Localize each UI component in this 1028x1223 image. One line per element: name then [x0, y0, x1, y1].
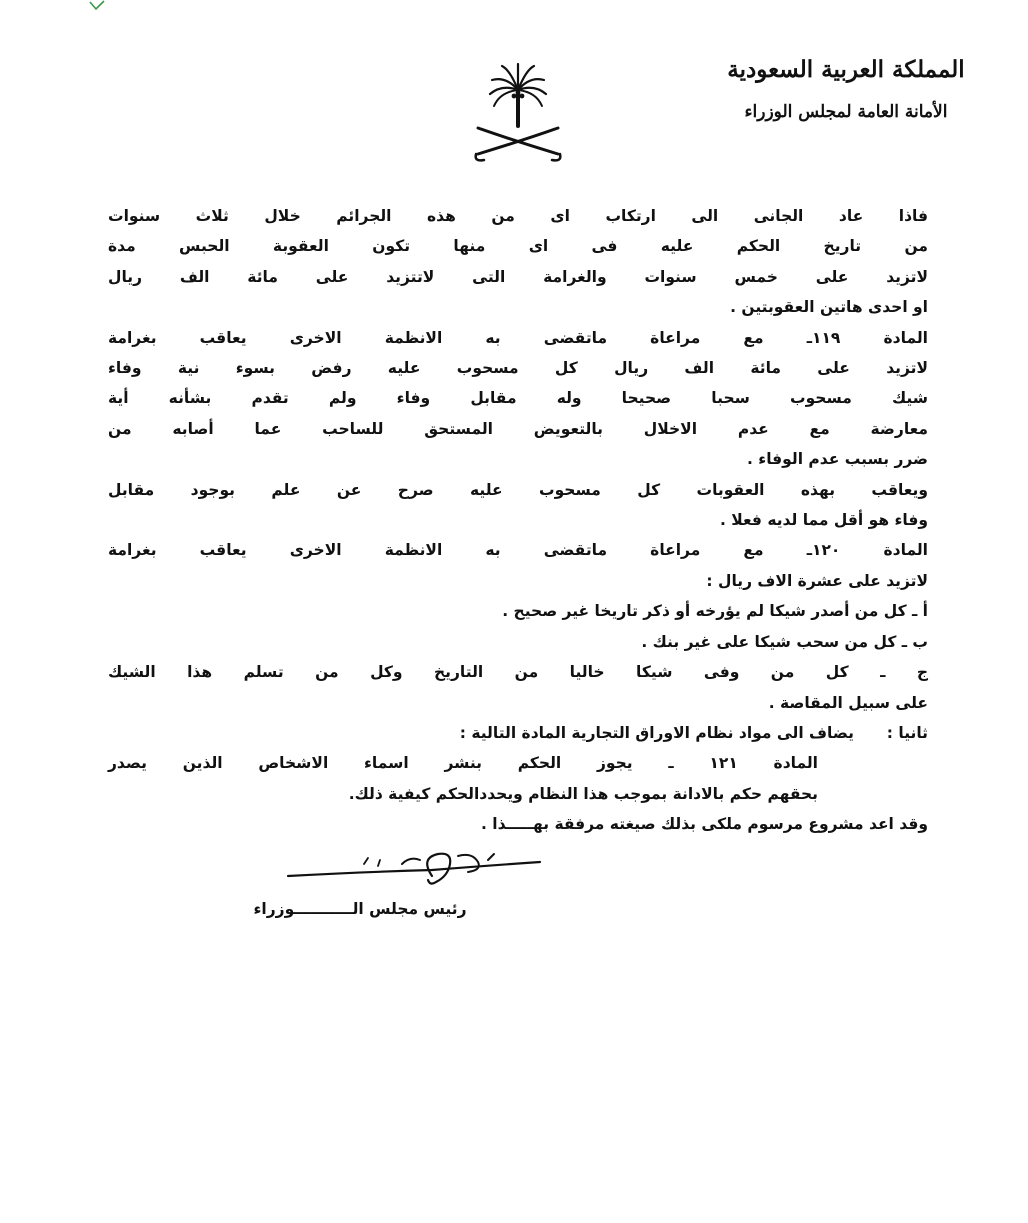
item-a: أ ـ كل من أصدر شيكا لم يؤرخه أو ذكر تاريخا غير صحيح . [502, 602, 928, 621]
article-119-heading: المادة ١١٩ـ مع مراعاة ماتقضى به الانظمة الاخرى يعاقب بغرامة [108, 328, 928, 347]
letterhead [716, 52, 976, 122]
corner-mark [88, 0, 106, 12]
letterhead-kingdom: المملكة العربية السعودية [727, 56, 965, 83]
article-120-heading: المادة ١٢٠ـ مع مراعاة ماتقضى به الانظمة الاخرى يعاقب بغرامة [108, 541, 928, 560]
text-line: على سبيل المقاصة . [768, 693, 928, 712]
text-line: ويعاقب بهذه العقوبات كل مسحوب عليه صرح عن علم بوجود مقابل [108, 480, 928, 499]
text-line: شيك مسحوب سحبا صحيحا وله مقابل وفاء ولم تقدم بشأنه أية [108, 389, 928, 408]
item-c: ج ـ كل من وفى شيكا خاليا من التاريخ وكل من تسلم هذا الشيك [108, 663, 928, 682]
secondly-text: يضاف الى مواد نظام الاوراق التجارية المادة التالية : [459, 723, 854, 742]
closing-line: وقد اعد مشروع مرسوم ملكى بذلك صيغته مرفقة بهـــــذا . [480, 815, 928, 834]
text-line: لاتزيد على عشرة الاف ريال : [706, 571, 928, 590]
palm-swords-emblem-icon [472, 62, 564, 168]
secondly-line [108, 718, 928, 748]
item-b: ب ـ كل من سحب شيكا على غير بنك . [641, 632, 928, 651]
text-line: ضرر بسبب عدم الوفاء . [747, 450, 928, 469]
signature-caption: رئيس مجلس الـــــــــــوزراء [253, 900, 467, 918]
text-line: او احدى هاتين العقوبتين . [730, 298, 928, 317]
text-line: من تاريخ الحكم عليه فى اى منها تكون العقوبة الحبس مدة [108, 237, 928, 256]
text-line: وفاء هو أقل مما لديه فعلا . [719, 511, 928, 530]
document-body [108, 201, 928, 840]
text-line: لاتزيد على خمس سنوات والغرامة التى لاتتزيد على مائة الف ريال [108, 267, 928, 286]
secondly-label: ثانيا : [886, 723, 928, 742]
letterhead-secretariat: الأمانة العامة لمجلس الوزراء [744, 102, 948, 122]
text-line: معارضة مع عدم الاخلال بالتعويض المستحق للساحب عما أصابه من [108, 419, 928, 438]
article-121-heading: المادة ١٢١ ـ يجوز الحكم بنشر اسماء الاشخاص الذين يصدر [108, 754, 818, 773]
text-line: فاذا عاد الجانى الى ارتكاب اى من هذه الجرائم خلال ثلاث سنوات [108, 207, 928, 225]
text-line: بحقهم حكم بالادانة بموجب هذا النظام ويحددالحكم كيفية ذلك. [348, 784, 818, 803]
text-line: لاتزيد على مائة الف ريال كل مسحوب عليه رفض بسوء نية وفاء [108, 359, 928, 378]
handwritten-signature [282, 842, 550, 894]
